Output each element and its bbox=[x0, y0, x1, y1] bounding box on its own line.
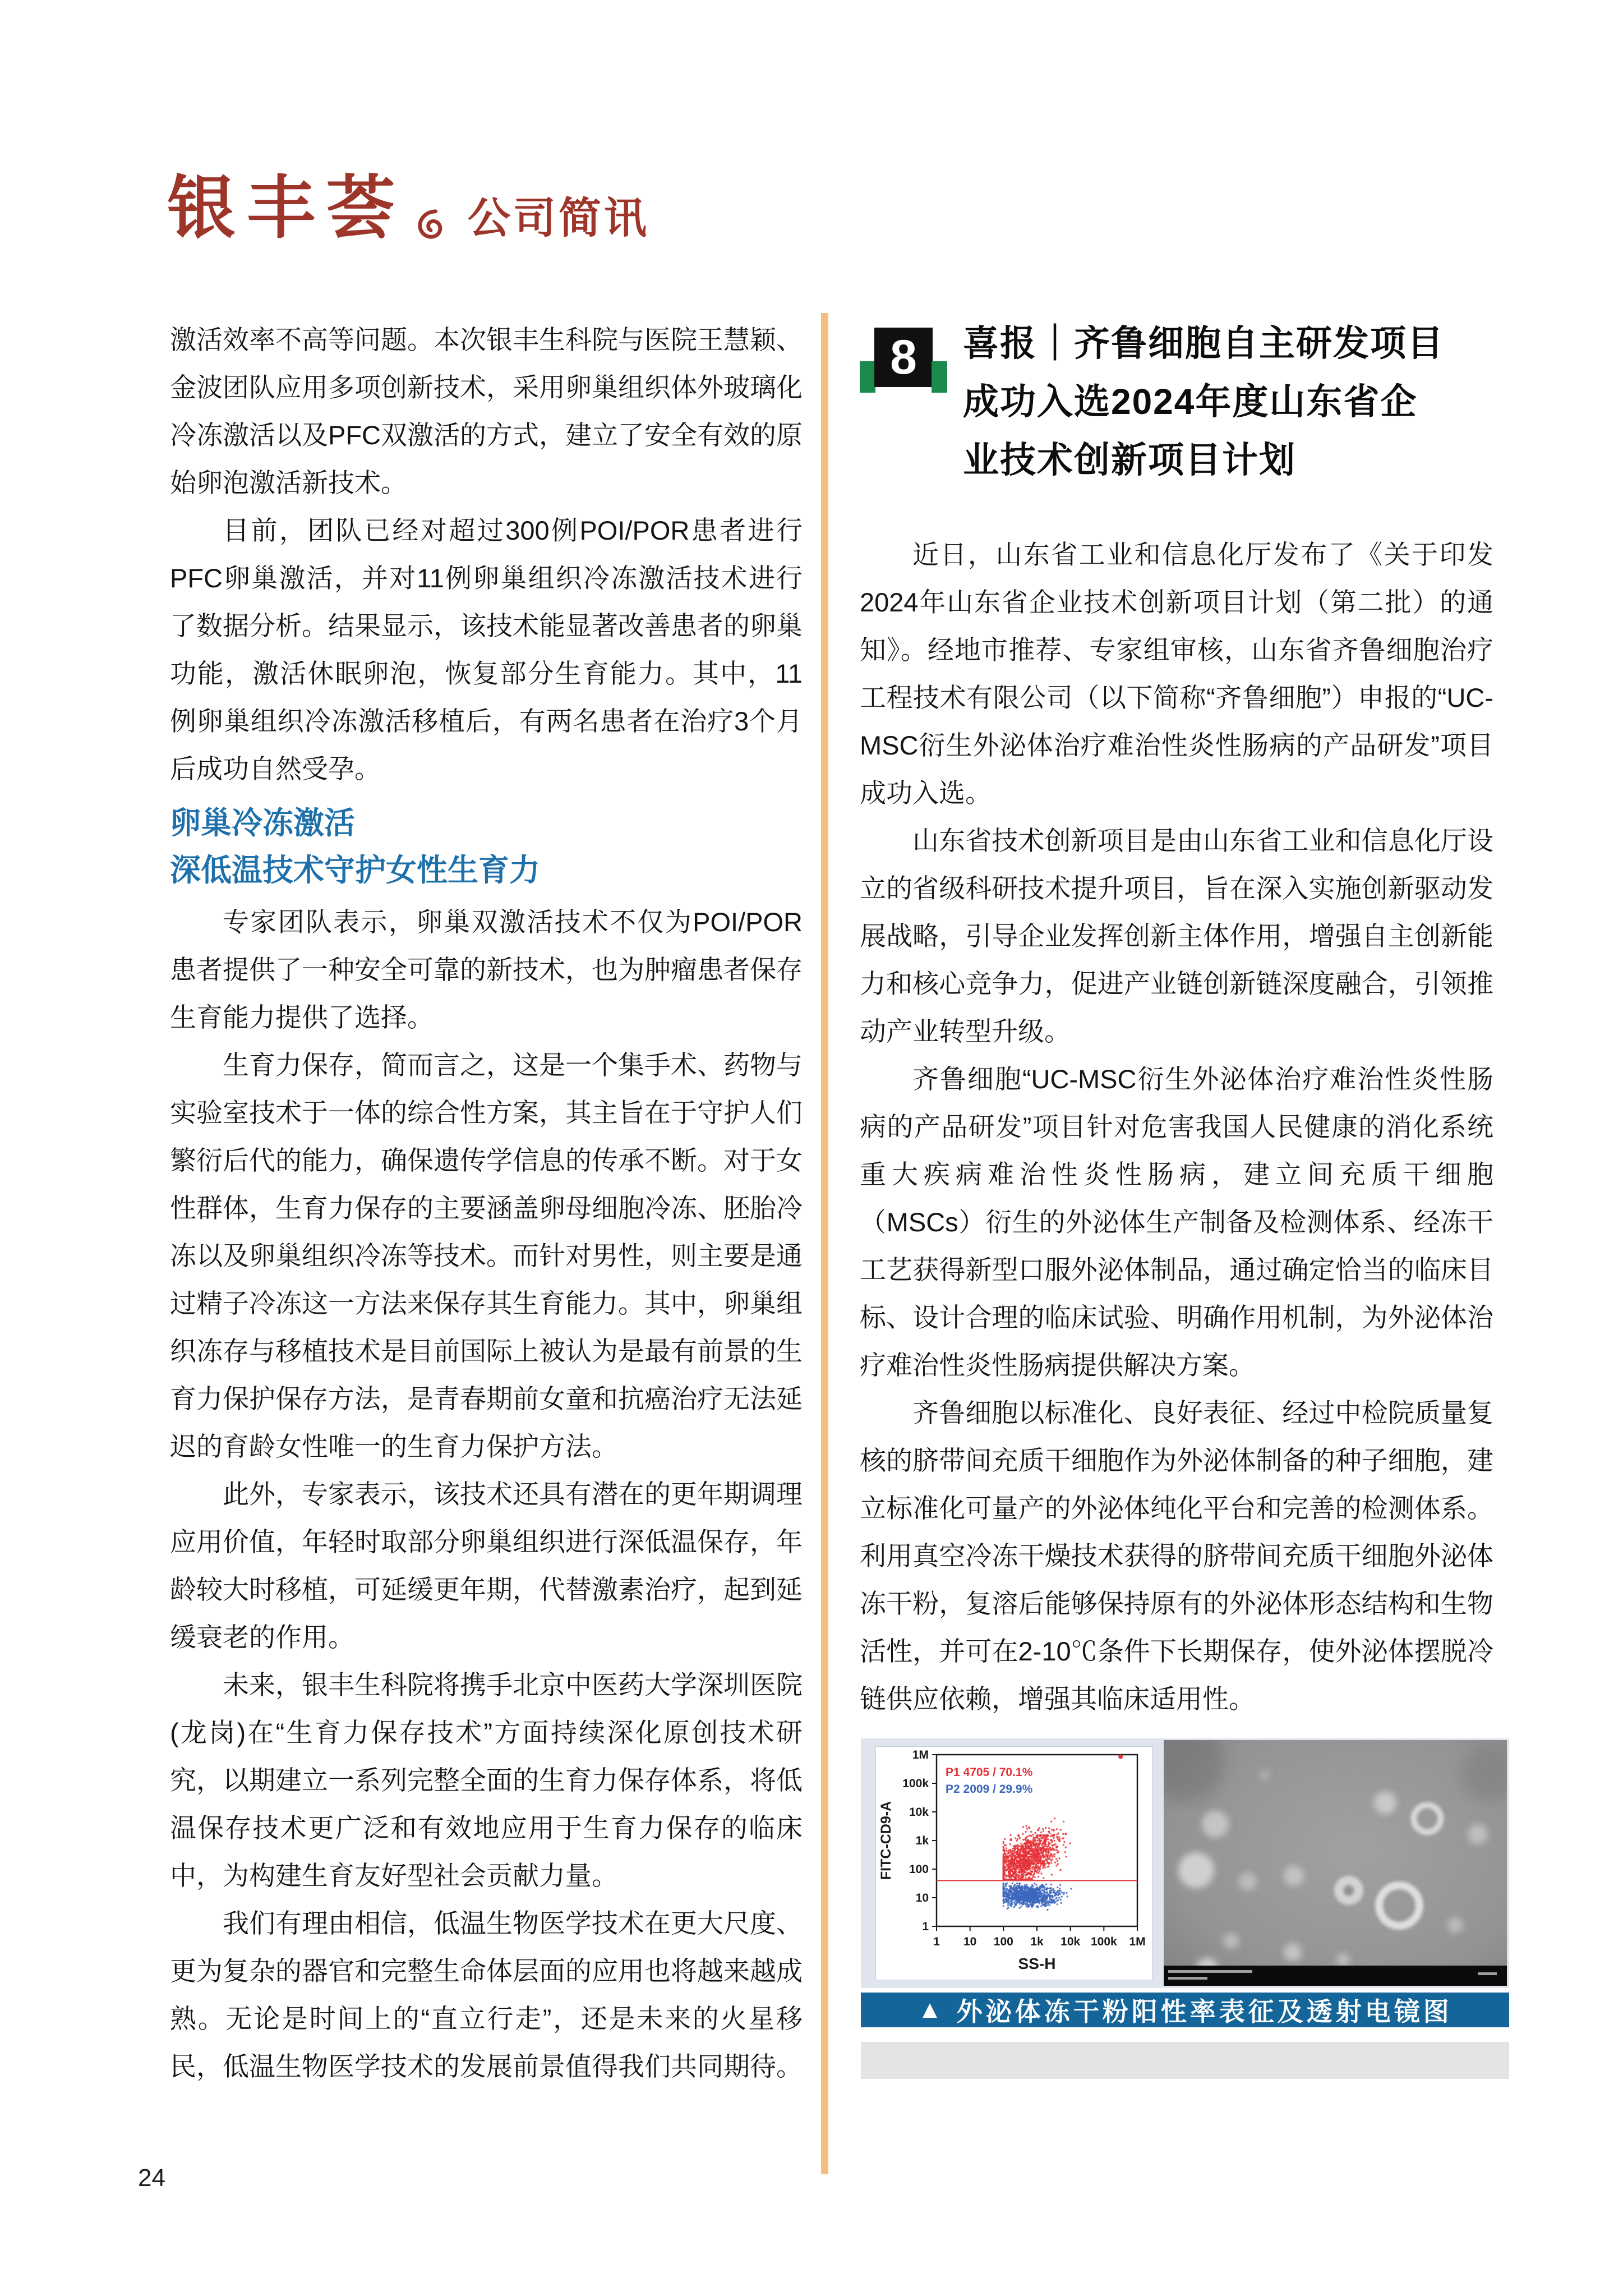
page-header bbox=[167, 171, 649, 247]
badge-green-bar-right bbox=[932, 361, 947, 393]
paragraph: 未来，银丰生科院将携手北京中医药大学深圳医院(龙岗)在“生育力保存技术”方面持续深化原创技术研究，以期建立一系列完整全面的生育力保存体系，将低温保存技术更广泛和有效地应用于生育力保存的临床中，为构建生育友好型社会贡献力量。 bbox=[170, 1670, 803, 1890]
paragraph: 生育力保存，简而言之，这是一个集手术、药物与实验室技术于一体的综合性方案，其主旨在于守护人们繁衍后代的能力，确保遗传学信息的传承不断。对于女性群体，生育力保存的主要涵盖卵母细胞冷冻、胚胎冷冻以及卵巢组织冷冻等技术。而针对男性，则主要是通过精子冷冻这一方法来保存其生育能力。其中，卵巢组织冻存与移植技术是目前国际上被认为是最有前景的生育力保护保存方法，是青春期前女童和抗癌治疗无法延迟的育龄女性唯一的生育力保护方法。 bbox=[170, 1050, 803, 1461]
badge-number: 8 bbox=[874, 328, 933, 387]
section-label: 公司简讯 bbox=[468, 195, 649, 242]
brand-logo-text: 银丰荟 bbox=[167, 171, 406, 247]
svg-text:10k: 10k bbox=[1061, 1935, 1081, 1948]
paragraph: 激活效率不高等问题。本次银丰生科院与医院王慧颖、金波团队应用多项创新技术，采用卵巢组织体外玻璃化冷冻激活以及PFC双激活的方式，建立了安全有效的原始卵泡激活新技术。 bbox=[170, 325, 803, 498]
svg-text:100k: 100k bbox=[1090, 1935, 1117, 1948]
paragraph: 齐鲁细胞以标准化、良好表征、经过中检院质量复核的脐带间充质干细胞作为外泌体制备的种子细胞，建立标准化可量产的外泌体纯化平台和完善的检测体系。利用真空冷冻干燥技术获得的脐带间充质干细胞外泌体冻干粉，复溶后能够保持原有的外泌体形态结构和生物活性，并可在2-10℃条件下长期保存，使外泌体摆脱冷链供应依赖，增强其临床适用性。 bbox=[860, 1398, 1493, 1714]
figure-caption-text: 外泌体冻干粉阳性率表征及透射电镜图 bbox=[956, 1997, 1453, 2026]
flow-cytometry-plot bbox=[875, 1746, 1152, 1980]
svg-text:SS-H: SS-H bbox=[1018, 1955, 1056, 1972]
article-title-line1: 喜报｜齐鲁细胞自主研发项目 bbox=[963, 323, 1444, 364]
section-heading-line2: 深低温技术守护女性生育力 bbox=[170, 853, 541, 887]
svg-text:100k: 100k bbox=[902, 1777, 929, 1790]
svg-text:100: 100 bbox=[909, 1863, 929, 1876]
svg-text:1: 1 bbox=[933, 1935, 940, 1948]
section-heading-line1: 卵巢冷冻激活 bbox=[170, 806, 356, 840]
article-title-line2: 成功入选2024年度山东省企 bbox=[963, 381, 1418, 422]
article-title-line3: 业技术创新项目计划 bbox=[963, 440, 1296, 480]
svg-text:10k: 10k bbox=[909, 1806, 929, 1819]
paragraph: 此外，专家表示，该技术还具有潜在的更年期调理应用价值，年轻时取部分卵巢组织进行深低温保存，年龄较大时移植，可延缓更年期，代替激素治疗，起到延缓衰老的作用。 bbox=[170, 1479, 803, 1652]
svg-text:P2 2009 / 29.9%: P2 2009 / 29.9% bbox=[946, 1783, 1033, 1796]
swirl-icon bbox=[414, 206, 446, 239]
tem-scale-bar bbox=[1164, 1966, 1507, 1986]
svg-text:10: 10 bbox=[963, 1935, 977, 1948]
figure-panel bbox=[861, 1738, 1509, 1988]
paragraph: 目前，团队已经对超过300例POI/POR患者进行PFC卵巢激活，并对11例卵巢组织冷冻激活技术进行了数据分析。结果显示，该技术能显著改善患者的卵巢功能，激活休眠卵泡，恢复部分生育能力。其中，11例卵巢组织冷冻激活移植后，有两名患者在治疗3个月后成功自然受孕。 bbox=[170, 516, 803, 784]
svg-text:1M: 1M bbox=[912, 1749, 929, 1761]
svg-text:1k: 1k bbox=[1030, 1935, 1044, 1948]
figure-caption bbox=[861, 1993, 1509, 2027]
svg-text:100: 100 bbox=[993, 1935, 1013, 1948]
svg-text:1k: 1k bbox=[915, 1834, 929, 1847]
section-heading bbox=[170, 799, 803, 894]
svg-text:P1 4705 / 70.1%: P1 4705 / 70.1% bbox=[946, 1766, 1033, 1779]
paragraph: 齐鲁细胞“UC-MSC衍生外泌体治疗难治性炎性肠病的产品研发”项目针对危害我国人民健康的消化系统重大疾病难治性炎性肠病，建立间充质干细胞（MSCs）衍生的外泌体生产制备及检测体系、经冻干工艺获得新型口服外泌体制品，通过确定恰当的临床目标、设计合理的临床试验、明确作用机制，为外泌体治疗难治性炎性肠病提供解决方案。 bbox=[860, 1064, 1493, 1380]
article-title-row bbox=[860, 314, 1493, 508]
left-column bbox=[170, 316, 803, 2090]
right-column bbox=[860, 314, 1493, 2079]
svg-text:1: 1 bbox=[922, 1920, 929, 1933]
paragraph: 山东省技术创新项目是由山东省工业和信息化厅设立的省级科研技术提升项目，旨在深入实施创新驱动发展战略，引导企业发挥创新主体作用，增强自主创新能力和核心竞争力，促进产业链创新链深度融合，引领推动产业转型升级。 bbox=[860, 826, 1493, 1046]
paragraph: 专家团队表示，卵巢双激活技术不仅为POI/POR患者提供了一种安全可靠的新技术，也为肿瘤患者保存生育能力提供了选择。 bbox=[170, 907, 803, 1032]
article-title bbox=[963, 314, 1444, 489]
paragraph: 我们有理由相信，低温生物医学技术在更大尺度、更为复杂的器官和完整生命体层面的应用也将越来越成熟。无论是时间上的“直立行走”，还是未来的火星移民，低温生物医学技术的发展前景值得我们共同期待。 bbox=[170, 1908, 803, 2081]
triangle-marker: ▲ bbox=[917, 1996, 942, 2023]
article-number-badge bbox=[860, 328, 945, 390]
column-divider bbox=[821, 313, 828, 2174]
page-number: 24 bbox=[138, 2164, 165, 2192]
svg-text:FITC-CD9-A: FITC-CD9-A bbox=[878, 1801, 894, 1880]
bottom-gray-strip bbox=[861, 2042, 1509, 2079]
svg-text:10: 10 bbox=[915, 1892, 929, 1904]
badge-green-bar-left bbox=[860, 361, 875, 393]
svg-text:1M: 1M bbox=[1129, 1935, 1146, 1948]
tem-image bbox=[1164, 1740, 1507, 1986]
paragraph: 近日，山东省工业和信息化厅发布了《关于印发2024年山东省企业技术创新项目计划（第二批）的通知》。经地市推荐、专家组审核，山东省齐鲁细胞治疗工程技术有限公司（以下简称“齐鲁细胞”）申报的“UC-MSC衍生外泌体治疗难治性炎性肠病的产品研发”项目成功入选。 bbox=[860, 540, 1493, 808]
